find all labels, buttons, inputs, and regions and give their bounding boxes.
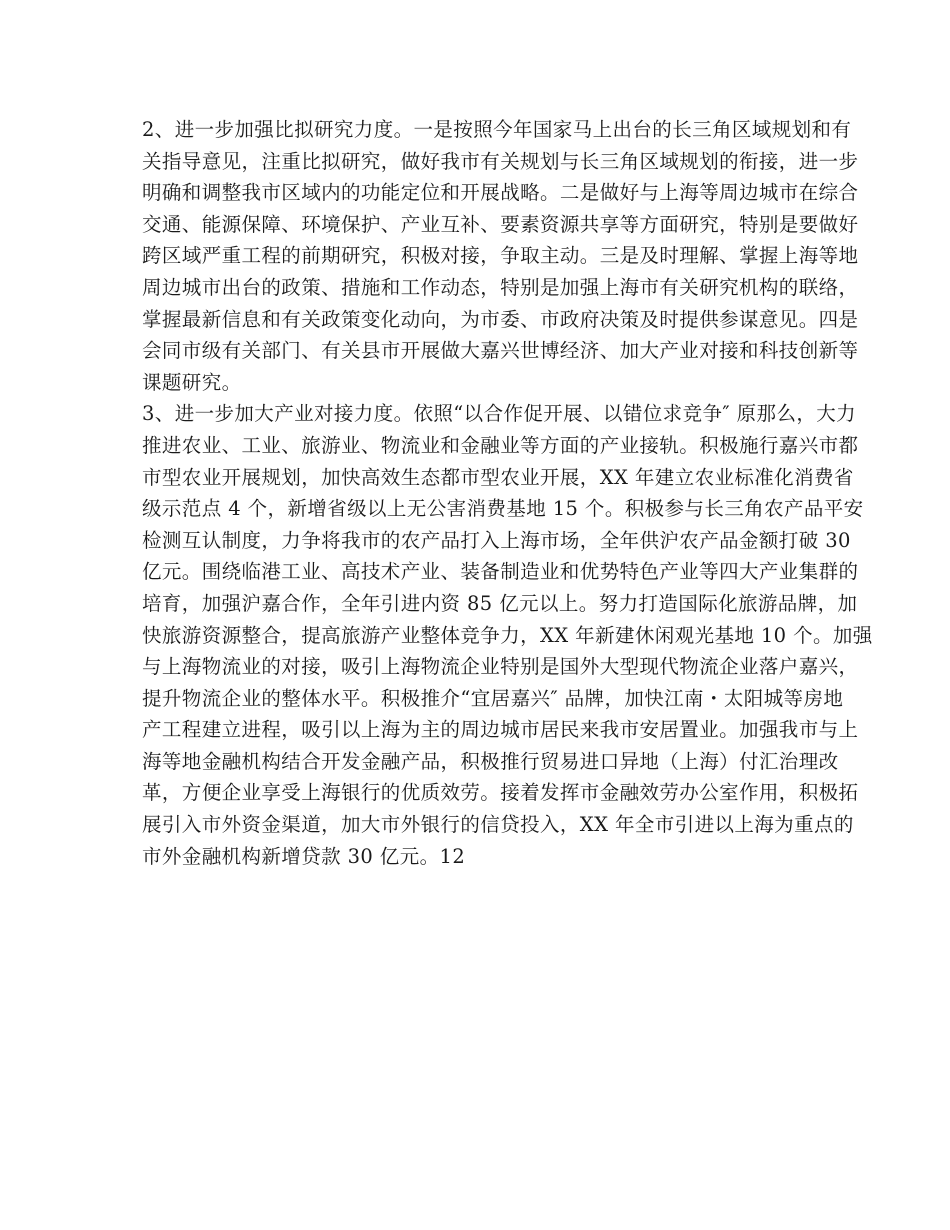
paragraph-2 bbox=[142, 398, 873, 872]
text-line: 提升物流企业的整体水平。积极推介“宜居嘉兴″ 品牌，加快江南・太阳城等房地 bbox=[142, 686, 844, 710]
document-body bbox=[142, 114, 873, 872]
text-line: 明确和调整我市区域内的功能定位和开展战略。二是做好与上海等周边城市在综合 bbox=[142, 181, 859, 205]
text-line: 检测互认制度，力争将我市的农产品打入上海市场，全年供沪农产品金额打破 30 bbox=[142, 528, 851, 552]
text-line: 跨区域严重工程的前期研究，积极对接，争取主动。三是及时理解、掌握上海等地 bbox=[142, 244, 859, 268]
text-line: 3、进一步加大产业对接力度。依照“以合作促开展、以错位求竞争″ 原那么，大力 bbox=[142, 402, 857, 426]
text-line: 革，方便企业享受上海银行的优质效劳。接着发挥市金融效劳办公室作用，积极拓 bbox=[142, 781, 859, 805]
text-line: 周边城市出台的政策、措施和工作动态，特别是加强上海市有关研究机构的联络， bbox=[142, 275, 859, 299]
text-line: 海等地金融机构结合开发金融产品，积极推行贸易进口异地（上海）付汇治理改 bbox=[142, 749, 839, 773]
text-line: 关指导意见，注重比拟研究，做好我市有关规划与长三角区域规划的衔接，进一步 bbox=[142, 149, 859, 173]
text-line: 掌握最新信息和有关政策变化动向，为市委、市政府决策及时提供参谋意见。四是 bbox=[142, 307, 859, 331]
text-line: 培育，加强沪嘉合作，全年引进内资 85 亿元以上。努力打造国际化旅游品牌，加 bbox=[142, 591, 858, 615]
text-line: 展引入市外资金渠道，加大市外银行的信贷投入，XX 年全市引进以上海为重点的 bbox=[142, 813, 854, 837]
text-line: 课题研究。 bbox=[142, 370, 242, 394]
text-line: 市外金融机构新增贷款 30 亿元。12 bbox=[142, 844, 466, 868]
text-line: 快旅游资源整合，提高旅游产业整体竞争力，XX 年新建休闲观光基地 10 个。加强 bbox=[142, 623, 873, 647]
text-line: 推进农业、工业、旅游业、物流业和金融业等方面的产业接轨。积极施行嘉兴市都 bbox=[142, 433, 859, 457]
text-line: 亿元。围绕临港工业、高技术产业、装备制造业和优势特色产业等四大产业集群的 bbox=[142, 560, 859, 584]
paragraph-1 bbox=[142, 114, 859, 398]
text-line: 交通、能源保障、环境保护、产业互补、要素资源共享等方面研究，特别是要做好 bbox=[142, 212, 859, 236]
text-line: 产工程建立进程，吸引以上海为主的周边城市居民来我市安居置业。加强我市与上 bbox=[142, 718, 859, 742]
text-line: 与上海物流业的对接，吸引上海物流企业特别是国外大型现代物流企业落户嘉兴， bbox=[142, 655, 859, 679]
text-line: 市型农业开展规划，加快高效生态都市型农业开展，XX 年建立农业标准化消费省 bbox=[142, 465, 854, 489]
text-line: 会同市级有关部门、有关县市开展做大嘉兴世博经济、加大产业对接和科技创新等 bbox=[142, 339, 859, 363]
text-line: 级示范点 4 个，新增省级以上无公害消费基地 15 个。积极参与长三角农产品平安 bbox=[142, 497, 864, 521]
text-line: 2、进一步加强比拟研究力度。一是按照今年国家马上出台的长三角区域规划和有 bbox=[142, 118, 852, 141]
